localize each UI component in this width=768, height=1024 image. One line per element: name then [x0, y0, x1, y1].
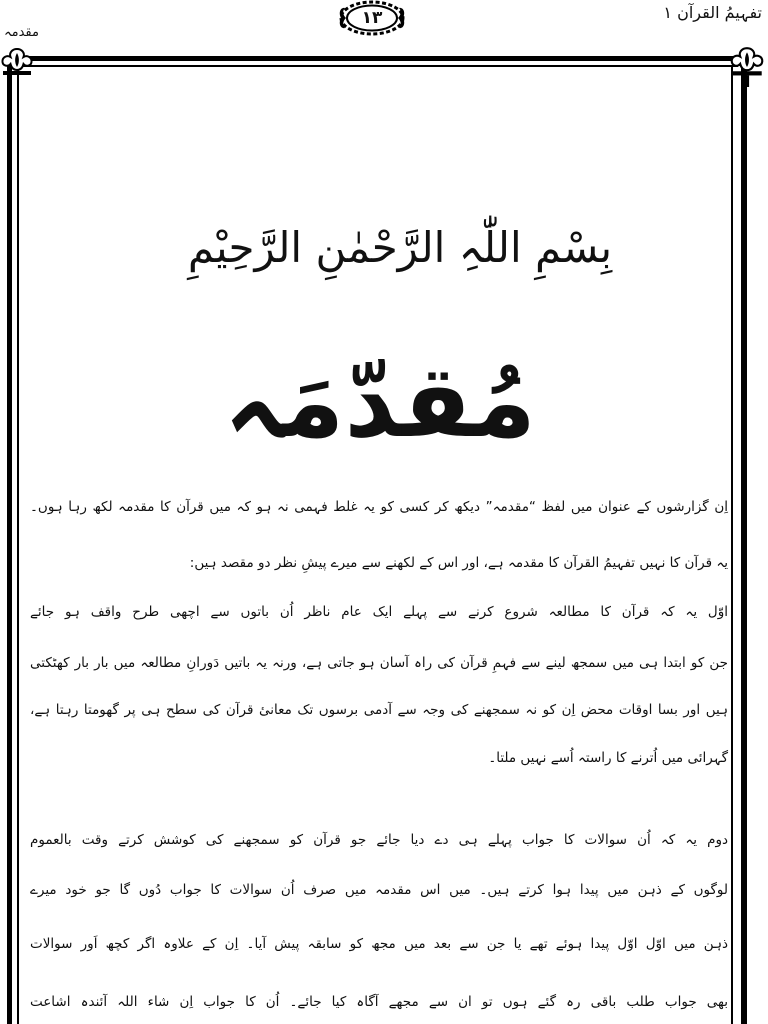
ornament-base	[3, 71, 31, 75]
text-line: ہیں اور بسا اوقات محض اِن کو نہ سمجھنے کی وجہ سے آدمی برسوں تک معانیٔ قرآن کی سطح ہی پر گھومتا رہتا ہے،	[30, 702, 728, 718]
text-line: دوم یہ کہ اُن سوالات کا جواب پہلے ہی دے دیا جائے جو قرآن کو سمجھنے کی کوشش کرتے وقت بالعموم	[30, 832, 728, 848]
running-header-book-title: تفہیمُ القرآن ۱	[663, 3, 762, 22]
ornament-base	[732, 71, 761, 75]
frame-right-thick-rule	[741, 62, 747, 1024]
ornament-stem	[7, 75, 12, 86]
text-line: ذہن میں اوّل اوّل پیدا ہوئے تھے یا جن سے بعد میں مجھ کو سابقہ پیش آیا۔ اِن کے علاوہ اگر کچھ اَور سوالات	[30, 936, 728, 952]
frame-top-thin-rule	[22, 65, 738, 67]
text-line: اِن گزارشوں کے عنوان میں لفظ “مقدمہ” دیکھ کر کسی کو یہ غلط فہمی نہ ہو کہ میں قرآن کا مقدمہ لکھ رہا ہوں۔	[30, 499, 728, 515]
frame-right-thin-rule	[731, 67, 733, 1024]
text-line: اوّل یہ کہ قرآن کا مطالعہ شروع کرنے سے پہلے ایک عام ناظر اُن باتوں سے اچھی طرح واقف ہو جائے	[30, 604, 728, 620]
text-line: گہرائی میں اُترنے کا راستہ اُسے نہیں ملتا۔	[488, 750, 728, 766]
text-line: جن کو ابتدا ہی میں سمجھ لینے سے فہمِ قرآن کی راہ آسان ہو جاتی ہے، ورنہ یہ باتیں دَورانِ مطالعہ میں بار بار کھٹکتی	[30, 655, 728, 671]
ornament-stem	[743, 75, 749, 87]
corner-ornament-left	[0, 46, 35, 86]
text-line: یہ قرآن کا نہیں تفہیمُ القرآن کا مقدمہ ہے، اور اس کے لکھنے سے میرے پیشِ نظر دو مقصد ہیں:	[189, 555, 728, 571]
corner-ornament-right	[728, 45, 766, 87]
chapter-heading: مُقدّمَہ	[223, 343, 537, 460]
page-number: ۱۳	[361, 8, 383, 28]
text-line: لوگوں کے ذہن میں پیدا ہوا کرتے ہیں۔ میں اس مقدمہ میں صرف اُن سوالات کا جواب دُوں گا جو خود میرے	[30, 882, 728, 898]
bismillah-calligraphy: بِسْمِ اللّٰہِ الرَّحْمٰنِ الرَّحِیْمِ	[187, 223, 613, 272]
frame-top-thick-rule	[22, 56, 738, 61]
frame-left-thick-rule	[7, 62, 12, 1024]
frame-left-thin-rule	[17, 67, 19, 1024]
running-header-section-title: مقدمہ	[4, 25, 39, 40]
text-line: بھی جواب طلب باقی رہ گئے ہوں تو ان سے مجھے آگاہ کیا جائے۔ اُن کا جواب اِن شاء اللہ آئندہ اشاعت	[30, 994, 728, 1010]
